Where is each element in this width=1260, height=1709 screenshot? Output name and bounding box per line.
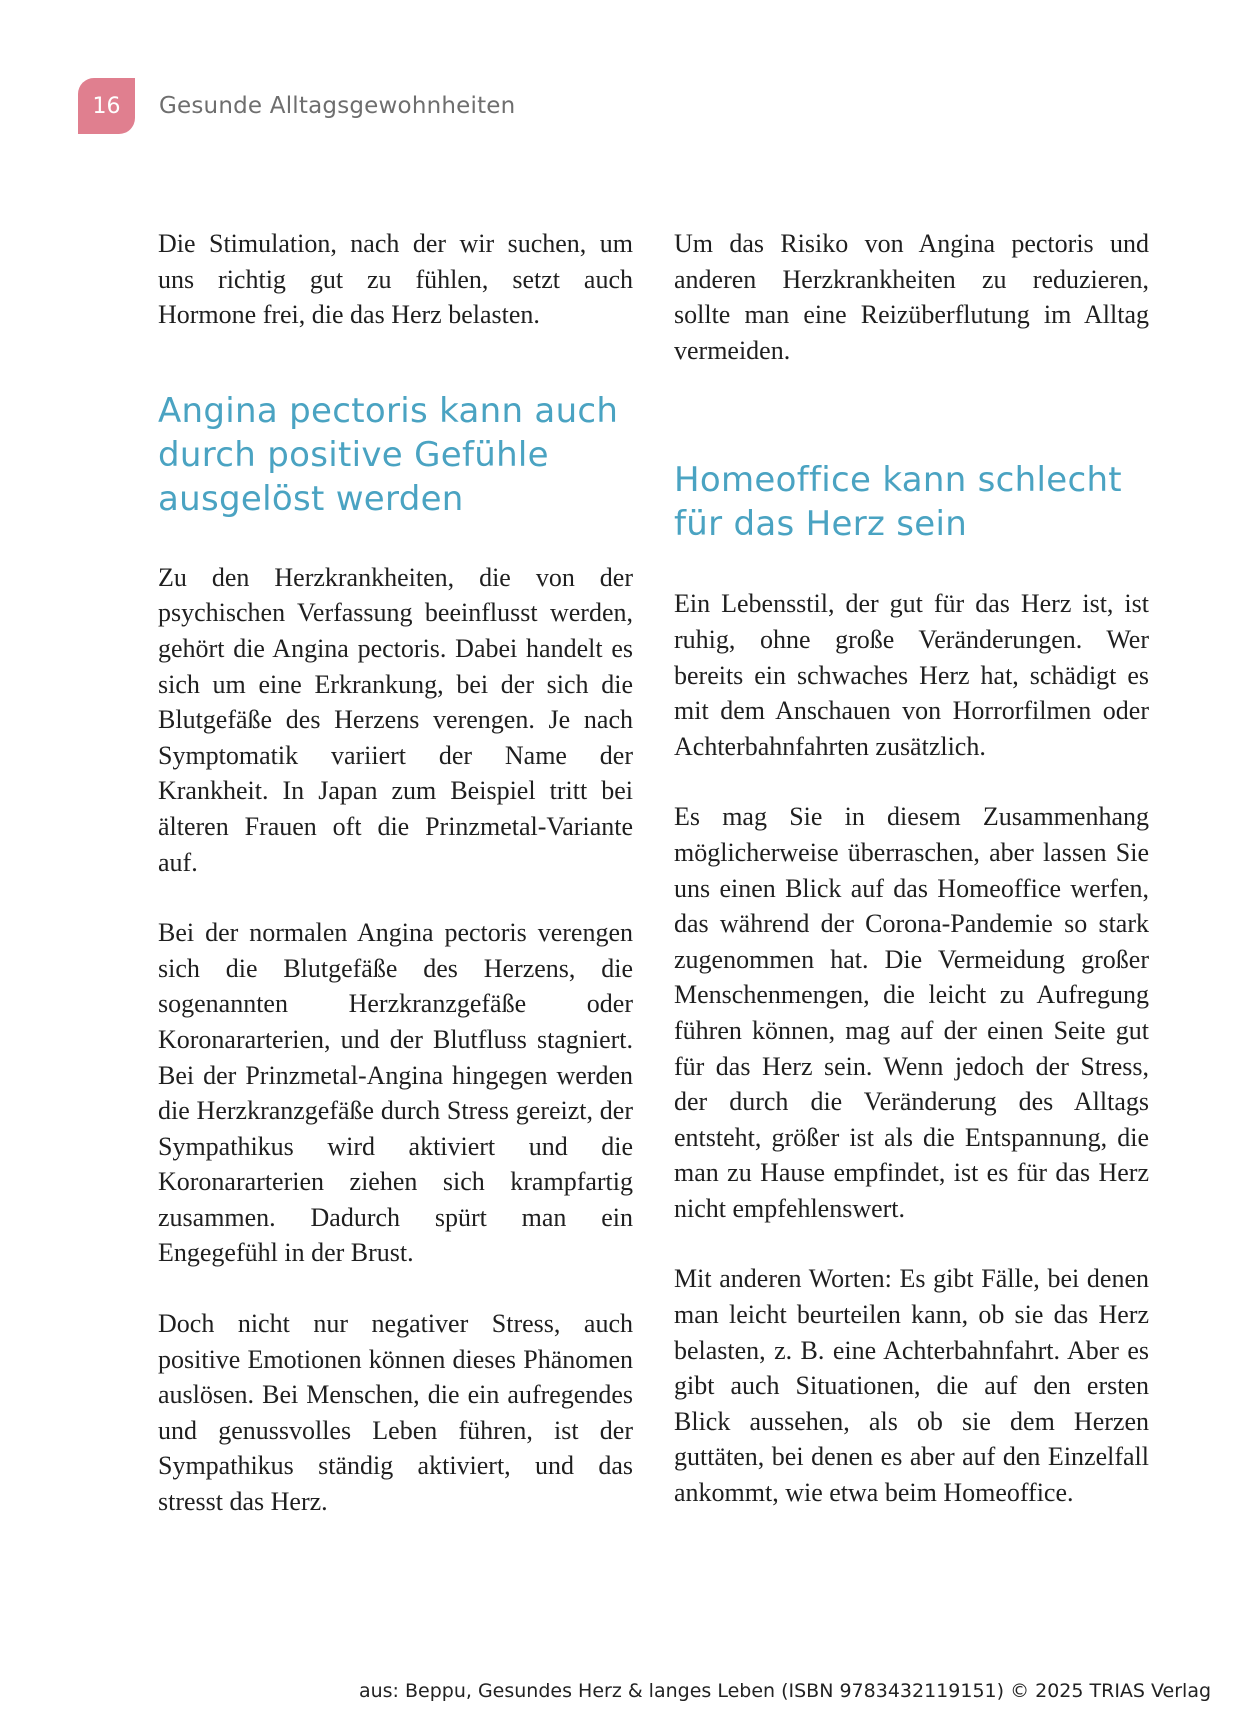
intro-paragraph-right: Um das Risiko von Angina pectoris und anderen Herzkrankheiten zu reduzieren, sollte man eine Reizüberflutung im Alltag vermeiden. bbox=[674, 229, 1149, 365]
paragraph: Bei der normalen Angina pectoris verengen sich die Blutgefäße des Herzens, die sogenannten Herzkranzgefäße oder Koronararterien, und der Blutfluss stagniert. Bei der Prinzmetal-Angina hingegen werden die Herzkranzgefäße durch Stress gereizt, der Sympathikus wird aktiviert und die Koronararterien ziehen sich krampfartig zusammen. Dadurch spürt man ein Engegefühl in der Brust. bbox=[158, 918, 633, 1268]
paragraph: Es mag Sie in diesem Zusammenhang möglicherweise überraschen, aber lassen Sie uns einen Blick auf das Homeoffice werfen, das während der Corona-Pandemie so stark zugenommen hat. Die Vermeidung großer Menschenmengen, die leicht zu Aufregung führen können, mag auf der einen Seite gut für das Herz sein. Wenn jedoch der Stress, der durch die Veränderung des Alltags entsteht, größer ist als die Entspannung, die man zu Hause empfindet, ist es für das Herz nicht empfehlenswert. bbox=[674, 802, 1149, 1223]
paragraph: Zu den Herzkrankheiten, die von der psychischen Verfassung beeinflusst werden, gehört die Angina pectoris. Dabei handelt es sich um eine Erkrankung, bei der sich die Blutgefäße des Herzens verengen. Je nach Symptomatik variiert der Name der Krankheit. In Japan zum Beispiel tritt bei älteren Frauen oft die Prinzmetal-Variante auf. bbox=[158, 562, 633, 877]
section-heading-angina: Angina pectoris kann auch durch positive Gefühle ausgelöst werden bbox=[158, 390, 619, 519]
page-header bbox=[78, 78, 515, 134]
page-number-badge: 16 bbox=[78, 78, 135, 134]
footer-credit: aus: Beppu, Gesundes Herz & langes Leben (ISBN 9783432119151) © 2025 TRIAS Verlag bbox=[358, 1680, 1212, 1702]
right-column bbox=[674, 226, 1149, 1546]
section-heading-homeoffice: Homeoffice kann schlecht für das Herz sein bbox=[674, 460, 1122, 545]
paragraph: Mit anderen Worten: Es gibt Fälle, bei denen man leicht beurteilen kann, ob sie das Herz belasten, z. B. eine Achterbahnfahrt. Aber es gibt auch Situationen, die auf den ersten Blick aussehen, als ob sie dem Herzen guttäten, bei denen es aber auf den Einzelfall ankommt, wie etwa beim Homeoffice. bbox=[674, 1264, 1149, 1508]
chapter-title: Gesunde Alltagsgewohnheiten bbox=[159, 93, 516, 119]
left-column bbox=[158, 226, 633, 1555]
paragraph: Doch nicht nur negativer Stress, auch positive Emotionen können dieses Phänomen auslösen. Bei Menschen, die ein aufregendes und genussvolles Leben führen, ist der Sympathikus ständig aktiviert, und das stresst das Herz. bbox=[158, 1309, 633, 1517]
paragraph: Ein Lebensstil, der gut für das Herz ist, ist ruhig, ohne große Veränderungen. Wer bereits ein schwaches Herz hat, schädigt es mit dem Anschauen von Horrorfilmen oder Achterbahnfahrten zusätzlich. bbox=[674, 589, 1149, 761]
intro-paragraph-left: Die Stimulation, nach der wir suchen, um uns richtig gut zu fühlen, setzt auch Hormone frei, die das Herz belasten. bbox=[158, 229, 633, 330]
